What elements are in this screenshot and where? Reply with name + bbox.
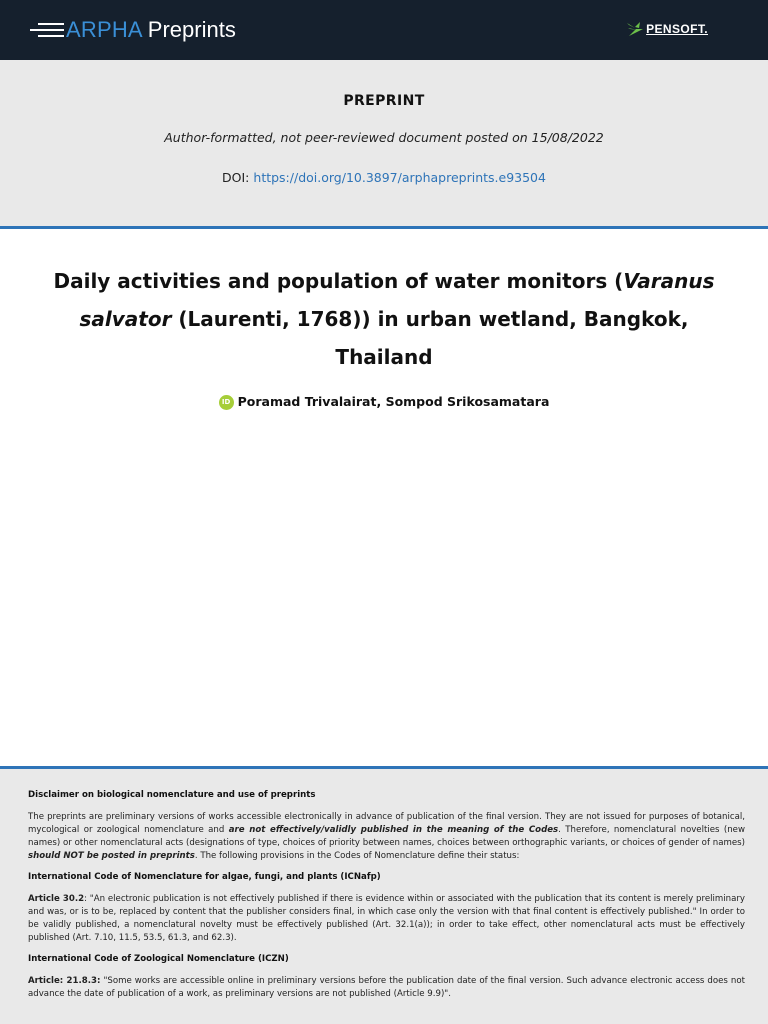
article-title (40, 262, 728, 376)
arpha-preprints-logo[interactable] (30, 14, 236, 46)
iczn-article-text: "Some works are accessible online in preliminary versions before the publication date of the final version. Such advance electronic access does not advance the date of publication of a work, as preliminary versions are not published (Article 9.9)". (28, 975, 746, 999)
title-part2: (Laurenti, 1768)) in urban wetland, Bangkok, Thailand (171, 307, 689, 369)
authors-text[interactable]: Poramad Trivalairat, Sompod Srikosamatara (237, 394, 550, 409)
disclaimer-text-c: . The following provisions in the Codes of Nomenclature define their status: (194, 850, 520, 861)
disclaimer-text-b: . Therefore, nomenclatural novelties (new names) or other nomenclatural acts (designations of type, choices of priority between names, choices between orthographic variants, or choices of gender of names) (28, 824, 745, 848)
icnafp-article-label: Article 30.2 (28, 893, 85, 904)
disclaimer-emphasis-b: should NOT be posted in preprints (28, 850, 195, 861)
top-bar (0, 0, 768, 60)
orcid-icon[interactable]: ID (219, 395, 234, 410)
author-list (0, 394, 768, 410)
pensoft-logo[interactable] (626, 20, 708, 38)
title-part1: Daily activities and population of water monitors ( (53, 269, 624, 293)
title-species: Varanus salvator (79, 269, 715, 331)
iczn-article-label: Article: 21.8.3: (28, 975, 101, 986)
icnafp-heading: International Code of Nomenclature for algae, fungi, and plants (ICNafp) (28, 872, 381, 882)
doi-label: DOI: (222, 170, 250, 185)
iczn-heading: International Code of Zoological Nomenclature (ICZN) (28, 954, 289, 964)
disclaimer-paragraph (28, 811, 745, 863)
disclaimer-text-a: The preprints are preliminary versions of works accessible electronically in advance of publication of the final version. They are not issued for purposes of botanical, mycological or zoological nomenclature and (28, 811, 745, 835)
disclaimer (28, 789, 745, 1009)
doi-line (0, 170, 768, 185)
icnafp-paragraph (28, 893, 745, 945)
pensoft-bird-logo-icon (626, 20, 644, 38)
brand-arpha: ARPHA (66, 17, 143, 42)
pensoft-wordmark: PENSOFT. (646, 22, 708, 36)
posted-note: Author-formatted, not peer-reviewed document posted on 15/08/2022 (164, 130, 604, 145)
meta-divider (0, 226, 768, 229)
preprint-label: PREPRINT (343, 93, 425, 109)
doi-link[interactable]: https://doi.org/10.3897/arphapreprints.e93504 (253, 170, 546, 185)
brand-preprints: Preprints (147, 17, 236, 42)
disclaimer-emphasis-a: are not effectively/validly published in the meaning of the Codes (228, 824, 559, 835)
disclaimer-heading: Disclaimer on biological nomenclature and use of preprints (28, 790, 316, 800)
hamburger-icon[interactable] (30, 21, 64, 39)
iczn-paragraph (28, 975, 745, 1001)
icnafp-article-text: : "An electronic publication is not effectively published if there is evidence within or associated with the publication that its content is merely preliminary and was, or is to be, replaced by content that the publisher considers final, in which case only the version with that final content is effectively published." In order to be validly published, a nomenclatural novelty must be effectively published (Art. 32.1(a)); in order to take effect, other nomenclatural acts must be effectively published (Art. 7.10, 11.5, 53.5, 61.3, and 62.3). (28, 893, 745, 943)
